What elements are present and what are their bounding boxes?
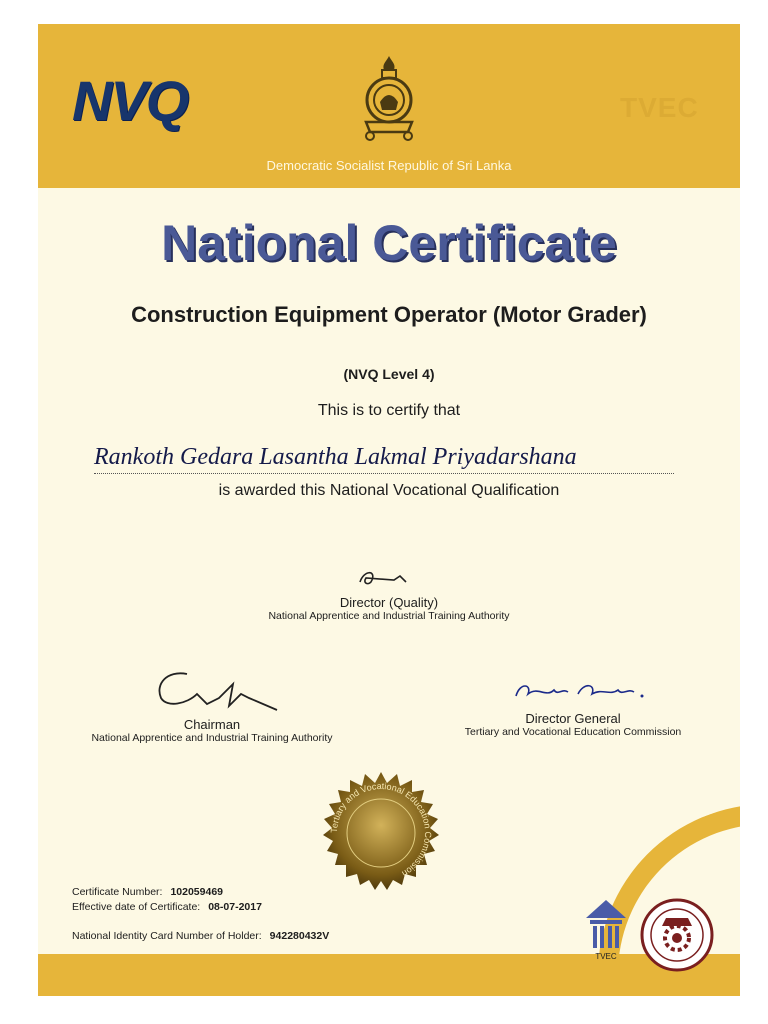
certificate-number-row: [72, 886, 223, 898]
chairman-org: National Apprentice and Industrial Training Authority: [91, 732, 333, 744]
quality-org: National Apprentice and Industrial Training Authority: [268, 610, 510, 622]
quality-title: Director (Quality): [339, 595, 439, 610]
nic-label: National Identity Card Number of Holder:: [72, 930, 262, 942]
chairman-signature-icon: [137, 664, 287, 712]
effective-date-row: [72, 901, 262, 913]
effective-date-label: Effective date of Certificate:: [72, 901, 201, 913]
holder-name: Rankoth Gedara Lasantha Lakmal Priyadarshana: [94, 444, 674, 474]
certificate-number-label: Certificate Number:: [72, 886, 163, 898]
director-general-title: Director General: [525, 711, 621, 726]
nic-row: [72, 930, 329, 942]
nvq-level: (NVQ Level 4): [343, 366, 435, 382]
sri-lanka-emblem-icon: [356, 52, 422, 144]
republic-line: Democratic Socialist Republic of Sri Lanka: [266, 158, 512, 173]
certificate-number-value: 102059469: [170, 886, 224, 898]
nvq-logo: NVQ: [72, 69, 188, 132]
nic-value: 942280432V: [269, 930, 330, 942]
director-general-signature-icon: [498, 676, 648, 706]
director-general-signatory: [428, 676, 718, 738]
chairman-signatory: [62, 664, 362, 744]
certify-line: This is to certify that: [317, 402, 461, 419]
director-general-org: Tertiary and Vocational Education Commission: [464, 726, 682, 738]
tvec-gold-seal-icon: [318, 770, 444, 896]
certificate-title: National Certificate: [161, 215, 617, 271]
quality-signatory: [38, 568, 740, 622]
awarded-line: is awarded this National Vocational Qualification: [218, 482, 560, 499]
qualification-name: Construction Equipment Operator (Motor Grader): [131, 302, 647, 327]
quality-signature-icon: [354, 568, 424, 590]
tvec-logo-icon: [584, 898, 628, 962]
naita-logo-icon: [640, 898, 714, 972]
tvec-watermark: TVEC: [620, 92, 699, 123]
chairman-title: Chairman: [183, 717, 241, 732]
certificate-paper: [38, 24, 740, 996]
tvec-logo-label: TVEC: [595, 952, 617, 961]
effective-date-value: 08-07-2017: [208, 901, 262, 913]
seal-text: Tertiary and Vocational Education Commission: [328, 780, 434, 879]
